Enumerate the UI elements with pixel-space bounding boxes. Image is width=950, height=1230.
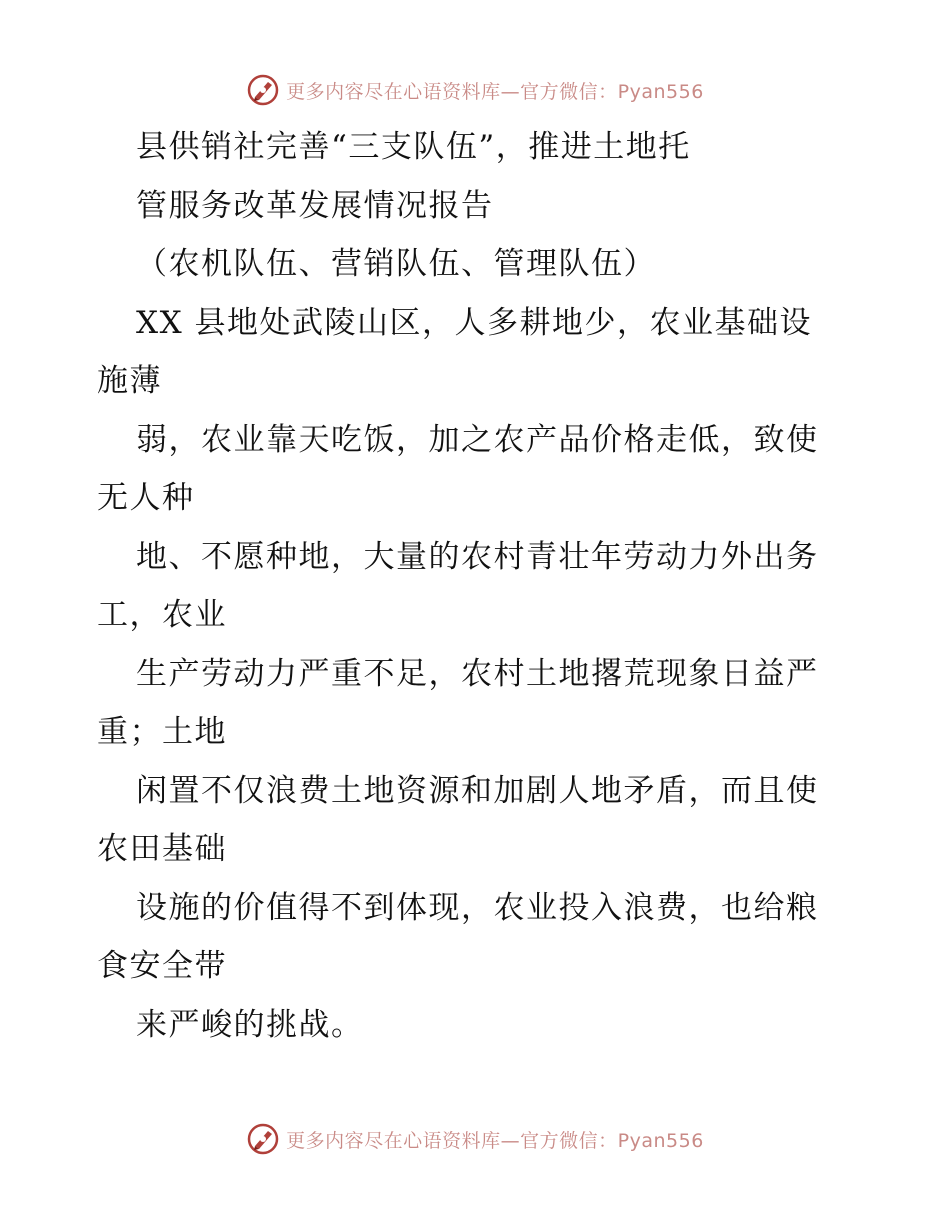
paragraph-line: 生产劳动力严重不足，农村土地撂荒现象日益严 bbox=[136, 656, 819, 692]
watermark-text: 更多内容尽在心语资料库—官方微信：Pyan556 bbox=[286, 1129, 704, 1152]
pen-logo-icon bbox=[246, 73, 280, 107]
subtitle-line: （农机队伍、营销队伍、管理队伍） bbox=[136, 246, 656, 282]
paragraph-line: 地、不愿种地，大量的农村青壮年劳动力外出务 bbox=[136, 539, 819, 575]
pen-logo-icon bbox=[246, 1122, 280, 1156]
paragraph-line: 闲置不仅浪费土地资源和加剧人地矛盾，而且使 bbox=[136, 773, 819, 809]
paragraph-line: 食安全带 bbox=[97, 948, 227, 984]
paragraph-line: 弱，农业靠天吃饭，加之农产品价格走低，致使 bbox=[136, 422, 819, 458]
paragraph-line: 来严峻的挑战。 bbox=[136, 1007, 364, 1043]
paragraph-line: XX 县地处武陵山区，人多耕地少，农业基础设 bbox=[136, 305, 812, 341]
paragraph-line: 施薄 bbox=[97, 363, 162, 399]
paragraph-line: 设施的价值得不到体现，农业投入浪费，也给粮 bbox=[136, 890, 819, 926]
paragraph-line: 农田基础 bbox=[97, 831, 227, 867]
title-line-1: 县供销社完善“三支队伍”，推进土地托 bbox=[136, 129, 691, 165]
header-watermark bbox=[0, 72, 950, 108]
footer-watermark bbox=[0, 1121, 950, 1157]
paragraph-line: 工，农业 bbox=[97, 597, 227, 633]
watermark-text: 更多内容尽在心语资料库—官方微信：Pyan556 bbox=[286, 80, 704, 103]
paragraph-line: 无人种 bbox=[97, 480, 195, 516]
paragraph-line: 重；土地 bbox=[97, 714, 227, 750]
title-line-2: 管服务改革发展情况报告 bbox=[136, 188, 494, 224]
